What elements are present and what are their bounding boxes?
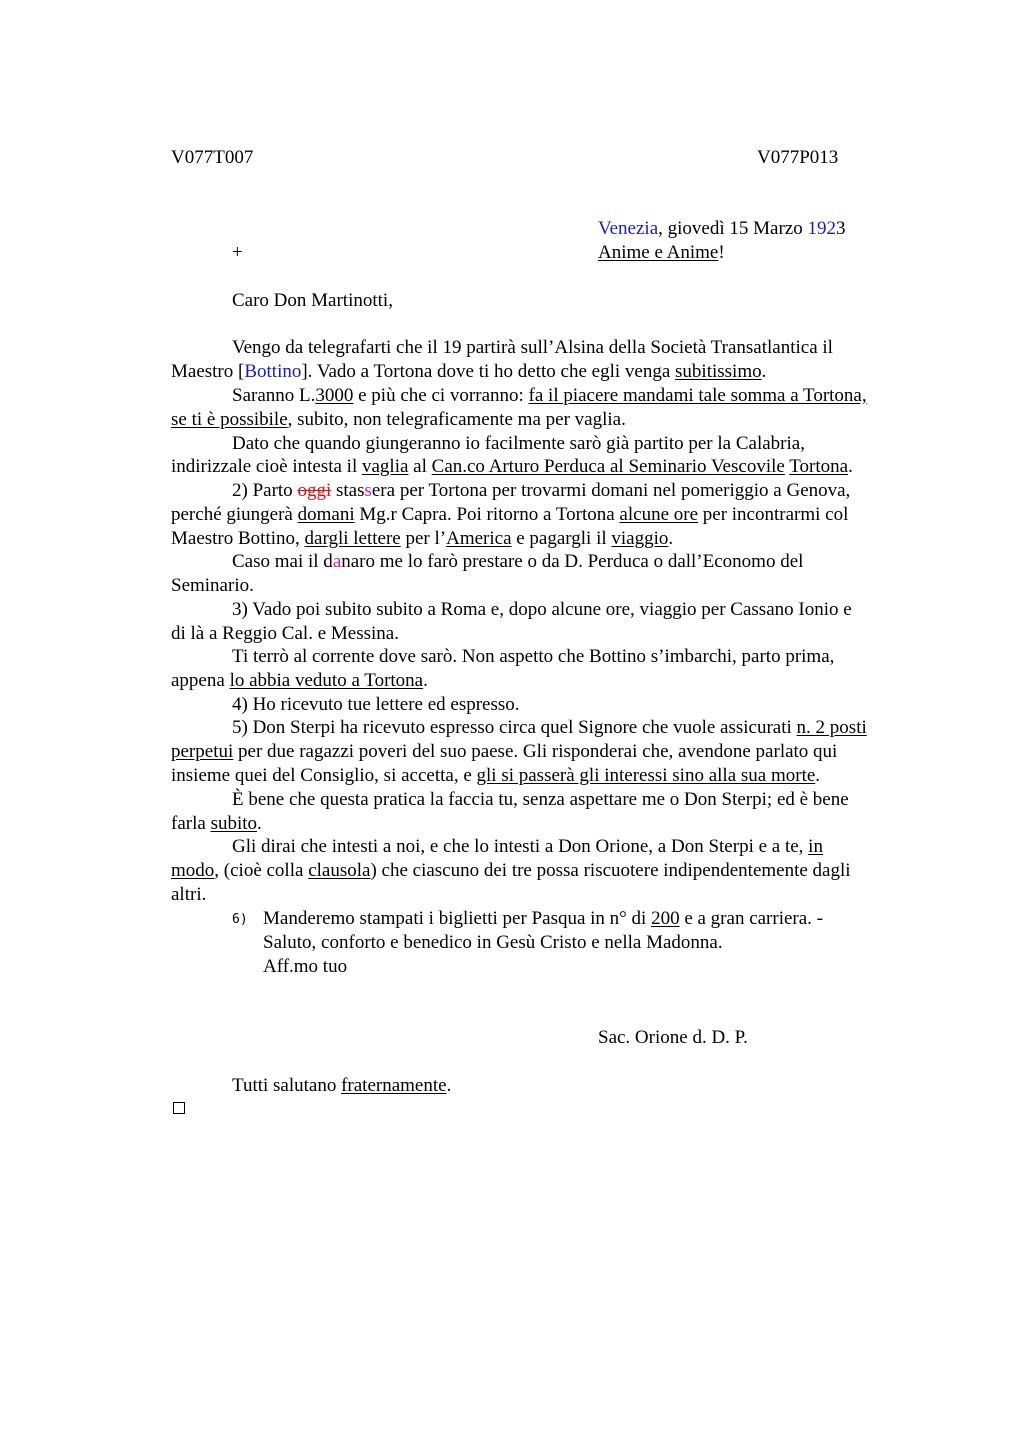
text: . (668, 528, 674, 549)
text: , subito, non telegraficamente ma per vaglia. (287, 409, 626, 430)
underlined-text: perpetui (171, 741, 234, 762)
text: per due ragazzi poveri del suo paese. Gli risponderai che, avendone parlato qui (233, 741, 838, 762)
text: ) che ciascuno dei tre possa riscuotere indipendentemente dagli (370, 860, 851, 881)
underlined-text: subito (210, 813, 258, 834)
p3-line2 (171, 455, 853, 479)
p10-line2 (171, 812, 262, 836)
text: Gli dirai che intesti a noi, e che lo intesti a Don Orione, a Don Sterpi e a te, (232, 836, 809, 857)
underlined-text: Tortona (789, 456, 849, 477)
underlined-text: alcune ore (619, 504, 699, 525)
p5-line2: Seminario. (171, 575, 254, 596)
p9-line2 (171, 740, 837, 764)
text: 5) Don Sterpi ha ricevuto espresso circa quel Signore che vuole assicurati (232, 717, 797, 738)
p6-line2: di là a Reggio Cal. e Messina. (171, 623, 399, 644)
underlined-text: subitissimo (675, 361, 762, 382)
dateline-year-part-a: 192 (807, 218, 836, 239)
corrected-letter: a (332, 551, 342, 572)
motto-text: Anime e Anime (598, 242, 719, 263)
text: Maestro [ (171, 361, 245, 382)
text: appena (171, 670, 230, 691)
p9-line1 (232, 716, 867, 740)
text: stas (331, 480, 365, 501)
underlined-text: modo (171, 860, 215, 881)
dateline-city: Venezia (598, 218, 659, 239)
p6-line1: 3) Vado poi subito subito a Roma e, dopo alcune ore, viaggio per Cassano Ionio e (232, 599, 852, 620)
text: indirizzale cioè intesta il (171, 456, 362, 477)
text: perché giungerà (171, 504, 298, 525)
p12-line1 (263, 907, 823, 931)
p2-line2 (171, 408, 626, 432)
text: al (408, 456, 432, 477)
p12-line2: Saluto, conforto e benedico in Gesù Cristo e nella Madonna. (263, 932, 723, 953)
p4-line1 (232, 479, 850, 503)
document-code-right: V077P013 (757, 147, 839, 168)
text: Manderemo stampati i biglietti per Pasqua in n° di (263, 908, 652, 929)
p11-line1 (232, 835, 823, 859)
underlined-text: America (446, 528, 512, 549)
dateline (598, 217, 845, 241)
text: e pagargli il (511, 528, 612, 549)
text: Saranno L. (232, 385, 316, 406)
dateline-year-part-b: 3 (835, 218, 846, 239)
text: e a gran carriera. - (679, 908, 824, 929)
p4-line2 (171, 503, 848, 527)
text: Tutti salutano (232, 1075, 342, 1096)
closing: Aff.mo tuo (263, 956, 348, 977)
underlined-text: lo abbia veduto a Tortona (229, 670, 424, 691)
underlined-text: vaglia (361, 456, 409, 477)
p1-line2 (171, 360, 766, 384)
text: Mg.r Capra. Poi ritorno a Tortona (354, 504, 620, 525)
text: Caso mai il d (232, 551, 333, 572)
p9-line3 (171, 764, 820, 788)
p11-line3: altri. (171, 884, 207, 905)
text: . (848, 456, 853, 477)
p7-line2 (171, 669, 428, 693)
underlined-amount: 3000 (315, 385, 354, 406)
p8-line1: 4) Ho ricevuto tue lettere ed espresso. (232, 694, 520, 715)
document-code-left: V077T007 (171, 147, 254, 168)
postscript (232, 1074, 451, 1098)
p1-line1: Vengo da telegrafarti che il 19 partirà sull’Alsina della Società Transatlantica il (232, 337, 833, 358)
underlined-text: viaggio (611, 528, 669, 549)
underlined-text: se ti è possibile (171, 409, 288, 430)
text: . (815, 765, 821, 786)
underlined-text: dargli lettere (304, 528, 401, 549)
motto (598, 241, 725, 265)
text: . (423, 670, 428, 691)
end-marker-box-icon (173, 1102, 185, 1114)
p2-line1 (232, 384, 867, 408)
underlined-text: gli si passerà gli interessi sino alla sua morte (476, 765, 816, 786)
p11-line2 (171, 859, 851, 883)
underlined-number: 200 (651, 908, 680, 929)
underlined-text: n. 2 posti (796, 717, 867, 738)
text: . (446, 1075, 452, 1096)
signature: Sac. Orione d. D. P. (598, 1027, 748, 1048)
motto-punct: ! (718, 242, 725, 263)
text: per l’ (400, 528, 447, 549)
text: e più che ci vorranno: (353, 385, 529, 406)
dateline-date: , giovedì 15 Marzo (658, 218, 808, 239)
text: 2) Parto (232, 480, 298, 501)
underlined-text: domani (297, 504, 355, 525)
underlined-text: fraternamente (341, 1075, 447, 1096)
text: . (257, 813, 262, 834)
text: Maestro Bottino, (171, 528, 305, 549)
corrected-letter: s (364, 480, 372, 501)
greeting: Caro Don Martinotti, (232, 290, 393, 311)
name-bottino: Bottino (244, 361, 302, 382)
text: , (cioè colla (214, 860, 309, 881)
text: era per Tortona per trovarmi domani nel pomeriggio a Genova, (371, 480, 851, 501)
text: naro me lo farò prestare o da D. Perduca o dall’Economo del (341, 551, 804, 572)
p3-line1: Dato che quando giungeranno io facilmente sarò già partito per la Calabria, (232, 433, 805, 454)
text: per incontrarmi col (698, 504, 849, 525)
p7-line1: Ti terrò al corrente dove sarò. Non aspetto che Bottino s’imbarchi, parto prima, (232, 646, 835, 667)
p10-line1: È bene che questa pratica la faccia tu, senza aspettare me o Don Sterpi; ed è bene (232, 789, 849, 810)
text: ]. Vado a Tortona dove ti ho detto che egli venga (301, 361, 676, 382)
text: farla (171, 813, 211, 834)
underlined-text: clausola (308, 860, 371, 881)
struck-word: oggi (297, 480, 332, 501)
underlined-text: fa il piacere mandami tale somma a Tortona, (528, 385, 867, 406)
p5-line1 (232, 550, 803, 574)
underlined-text: in (808, 836, 823, 857)
text: insieme quei del Consiglio, si accetta, e (171, 765, 477, 786)
p4-line3 (171, 527, 673, 551)
underlined-text: Can.co Arturo Perduca al Seminario Vescovile (431, 456, 785, 477)
cross-symbol: + (232, 242, 243, 263)
list-number-6: 6) (232, 912, 248, 927)
text: . (761, 361, 767, 382)
